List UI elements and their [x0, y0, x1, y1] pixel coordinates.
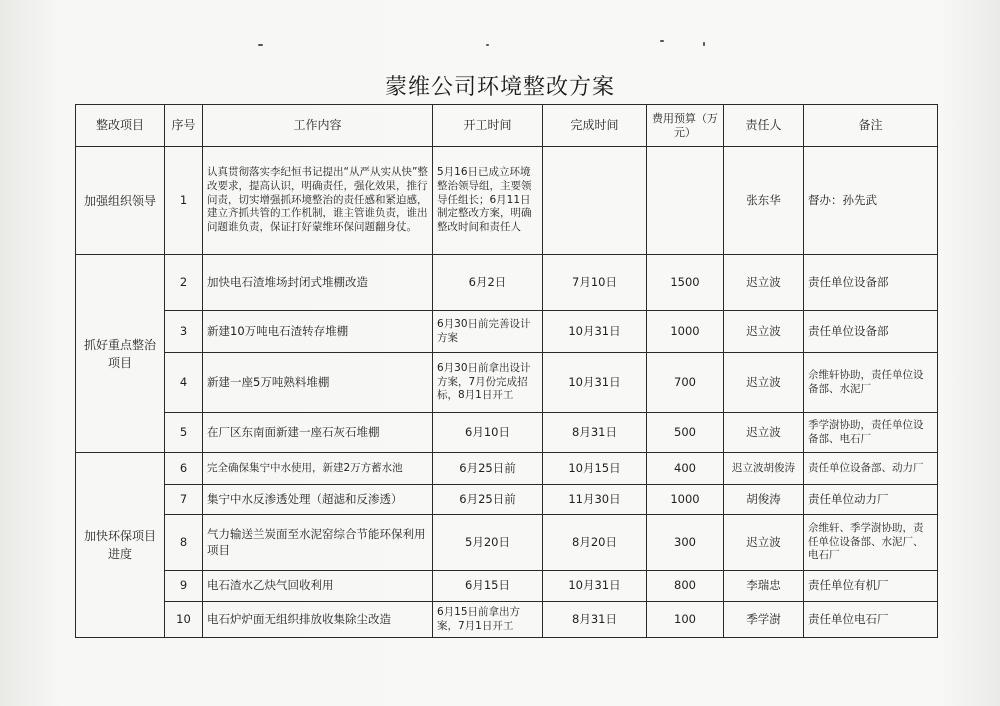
row-end: 10月15日 [543, 453, 647, 485]
row-no: 2 [165, 255, 203, 311]
row-note: 责任单位设备部 [804, 255, 938, 311]
row-owner: 季学澍 [724, 602, 804, 638]
rectification-plan-table [75, 104, 938, 638]
row-start: 6月15日前拿出方案，7月1日开工 [433, 602, 543, 638]
category-cell: 加快环保项目进度 [76, 453, 165, 638]
row-end: 8月31日 [543, 413, 647, 453]
table-row [76, 515, 938, 571]
row-note: 督办：孙先武 [804, 147, 938, 255]
row-end: 8月31日 [543, 602, 647, 638]
row-no: 1 [165, 147, 203, 255]
row-content: 新建一座5万吨熟料堆棚 [203, 353, 433, 413]
row-start: 6月10日 [433, 413, 543, 453]
row-owner: 胡俊涛 [724, 485, 804, 515]
header-project: 整改项目 [76, 105, 165, 147]
row-note: 责任单位有机厂 [804, 571, 938, 602]
row-content: 电石渣水乙炔气回收利用 [203, 571, 433, 602]
row-budget: 800 [647, 571, 724, 602]
table-row [76, 571, 938, 602]
row-end: 10月31日 [543, 353, 647, 413]
row-start: 5月20日 [433, 515, 543, 571]
table-row [76, 453, 938, 485]
row-owner: 张东华 [724, 147, 804, 255]
row-budget: 1000 [647, 311, 724, 353]
row-no: 5 [165, 413, 203, 453]
row-budget: 1000 [647, 485, 724, 515]
row-no: 7 [165, 485, 203, 515]
header-start: 开工时间 [433, 105, 543, 147]
table-row [76, 147, 938, 255]
document-title: 蒙维公司环境整改方案 [384, 75, 615, 100]
row-budget: 500 [647, 413, 724, 453]
header-budget: 费用预算（万元） [647, 105, 724, 147]
header-owner: 责任人 [724, 105, 804, 147]
row-content: 集宁中水反渗透处理（超滤和反渗透） [203, 485, 433, 515]
scan-speck [703, 42, 705, 46]
row-budget: 1500 [647, 255, 724, 311]
row-note: 责任单位设备部、动力厂 [804, 453, 938, 485]
category-cell: 抓好重点整治项目 [76, 255, 165, 453]
row-no: 9 [165, 571, 203, 602]
scan-speck [660, 40, 664, 42]
table-row [76, 353, 938, 413]
row-owner: 迟立波 [724, 353, 804, 413]
row-no: 3 [165, 311, 203, 353]
row-owner: 迟立波 [724, 311, 804, 353]
row-note: 佘维轩、季学澍协助，责任单位设备部、水泥厂、电石厂 [804, 515, 938, 571]
row-end: 10月31日 [543, 311, 647, 353]
row-content: 电石炉炉面无组织排放收集除尘改造 [203, 602, 433, 638]
row-no: 4 [165, 353, 203, 413]
row-no: 8 [165, 515, 203, 571]
row-note: 责任单位设备部 [804, 311, 938, 353]
row-note: 季学澍协助，责任单位设备部、电石厂 [804, 413, 938, 453]
header-note: 备注 [804, 105, 938, 147]
row-start: 6月25日前 [433, 485, 543, 515]
row-note: 责任单位电石厂 [804, 602, 938, 638]
row-end: 8月20日 [543, 515, 647, 571]
row-end: 10月31日 [543, 571, 647, 602]
row-owner: 迟立波 [724, 413, 804, 453]
row-owner: 迟立波 [724, 515, 804, 571]
row-budget [647, 147, 724, 255]
header-no: 序号 [165, 105, 203, 147]
category-cell: 加强组织领导 [76, 147, 165, 255]
table-row [76, 602, 938, 638]
row-content: 在厂区东南面新建一座石灰石堆棚 [203, 413, 433, 453]
row-start: 6月30日前拿出设计方案，7月份完成招标，8月1日开工 [433, 353, 543, 413]
table-row [76, 413, 938, 453]
row-budget: 100 [647, 602, 724, 638]
header-end: 完成时间 [543, 105, 647, 147]
row-start: 6月2日 [433, 255, 543, 311]
row-start: 6月15日 [433, 571, 543, 602]
row-content: 认真贯彻落实李纪恒书记提出“从严从实从快”整改要求，提高认识，明确责任，强化效果，推行问责，切实增强抓环境整治的责任感和紧迫感，建立齐抓共管的工作机制，谁主管谁负责，谁出问题谁负责，保证打好蒙维环保问题翻身仗。 [203, 147, 433, 255]
row-content: 加快电石渣堆场封闭式堆棚改造 [203, 255, 433, 311]
scan-speck [486, 44, 489, 46]
row-content: 完全确保集宁中水使用，新建2万方蓄水池 [203, 453, 433, 485]
table-header-row [76, 105, 938, 147]
row-start: 5月16日已成立环境整治领导组，主要领导任组长；6月11日制定整改方案，明确整改时间和责任人 [433, 147, 543, 255]
row-end [543, 147, 647, 255]
row-end: 11月30日 [543, 485, 647, 515]
row-end: 7月10日 [543, 255, 647, 311]
table-row [76, 311, 938, 353]
row-budget: 700 [647, 353, 724, 413]
row-owner: 迟立波 [724, 255, 804, 311]
row-start: 6月25日前 [433, 453, 543, 485]
row-no: 10 [165, 602, 203, 638]
row-note: 责任单位动力厂 [804, 485, 938, 515]
row-start: 6月30日前完善设计方案 [433, 311, 543, 353]
row-budget: 300 [647, 515, 724, 571]
table-row [76, 485, 938, 515]
row-budget: 400 [647, 453, 724, 485]
row-content: 气力输送兰炭面至水泥窑综合节能环保利用项目 [203, 515, 433, 571]
scan-speck [258, 44, 263, 46]
header-content: 工作内容 [203, 105, 433, 147]
row-no: 6 [165, 453, 203, 485]
table-row [76, 255, 938, 311]
row-owner: 李瑞忠 [724, 571, 804, 602]
row-note: 佘维轩协助，责任单位设备部、水泥厂 [804, 353, 938, 413]
row-owner: 迟立波胡俊涛 [724, 453, 804, 485]
row-content: 新建10万吨电石渣转存堆棚 [203, 311, 433, 353]
